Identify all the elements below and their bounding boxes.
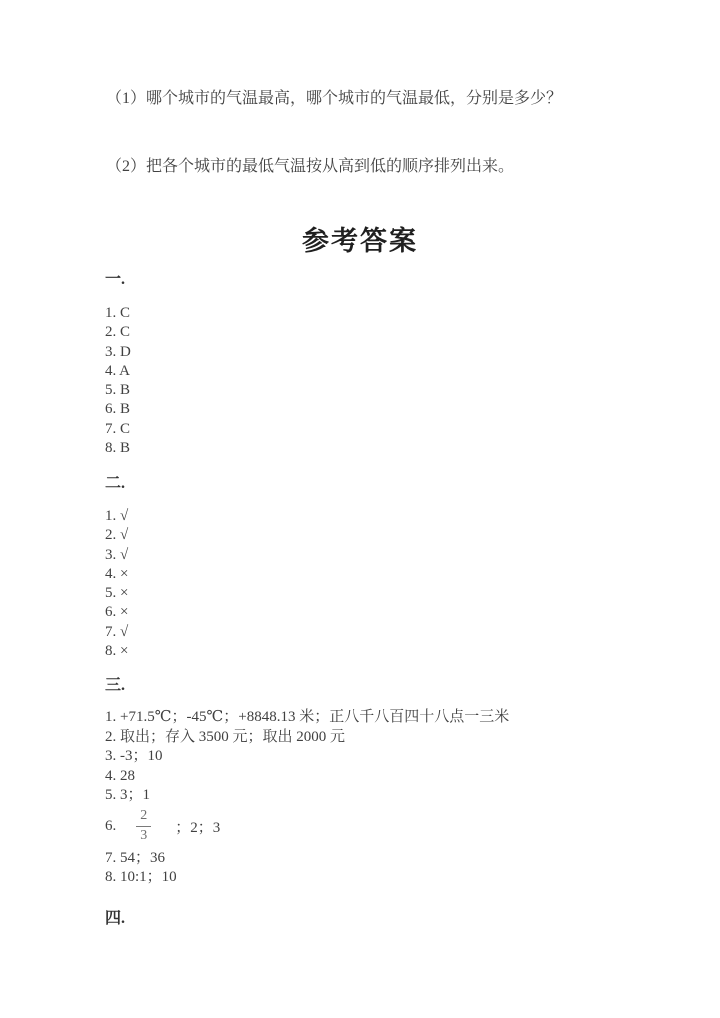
- answer-item: 4. ×: [105, 565, 129, 582]
- section-3-answers-part1: [105, 708, 509, 806]
- answer-item: 4. 28: [105, 767, 135, 784]
- answer-item: 3. D: [105, 343, 131, 360]
- section-3-answers-part2: [105, 849, 177, 888]
- answer-item: 2. C: [105, 324, 131, 341]
- section-1-answers: [105, 304, 131, 458]
- answer-item: 8. ×: [105, 643, 129, 660]
- question-2: （2）把各个城市的最低气温按从高到低的顺序排列出来。: [106, 158, 515, 175]
- answer-item: 8. 10:1；10: [105, 869, 177, 886]
- answer-item: 7. 54；36: [105, 850, 166, 866]
- fraction-numerator: 2: [140, 808, 148, 823]
- answer-item: 1. +71.5℃；-45℃；+8848.13 米；正八千八百四十八点一三米: [105, 709, 510, 725]
- answer-item: 4. A: [105, 362, 131, 379]
- section-2-heading: 二.: [105, 475, 126, 492]
- answer-item: 3. √: [105, 546, 129, 563]
- fraction: [136, 808, 151, 845]
- answer-item: 1. C: [105, 305, 131, 321]
- answer-item: 8. B: [105, 440, 131, 457]
- answer-item: 3. -3；10: [105, 748, 163, 764]
- answer-item: 7. √: [105, 623, 129, 640]
- fraction-item-suffix: ；2；3: [175, 819, 221, 836]
- answer-item: 2. √: [105, 527, 129, 544]
- answer-item: 6. ×: [105, 604, 129, 621]
- section-3-heading: 三.: [105, 677, 126, 694]
- answer-item: 1. √: [105, 508, 129, 524]
- answer-item: 5. B: [105, 382, 131, 399]
- fraction-item-prefix: 6.: [105, 817, 117, 834]
- section-1-heading: 一.: [105, 271, 126, 288]
- answer-item: 7. C: [105, 420, 131, 437]
- answer-key-title: 参考答案: [302, 226, 418, 256]
- answer-item: 5. ×: [105, 585, 129, 602]
- section-4-heading: 四.: [105, 910, 126, 927]
- section-2-answers: [105, 507, 128, 661]
- answer-item: 5. 3；1: [105, 787, 151, 803]
- fraction-denominator: 3: [136, 826, 151, 845]
- answer-item: 6. B: [105, 401, 131, 418]
- answer-item-fraction: [105, 808, 220, 845]
- question-1: （1）哪个城市的气温最高，哪个城市的气温最低，分别是多少？: [106, 90, 563, 107]
- answer-item: 2. 取出；存入 3500 元；取出 2000 元: [105, 728, 346, 745]
